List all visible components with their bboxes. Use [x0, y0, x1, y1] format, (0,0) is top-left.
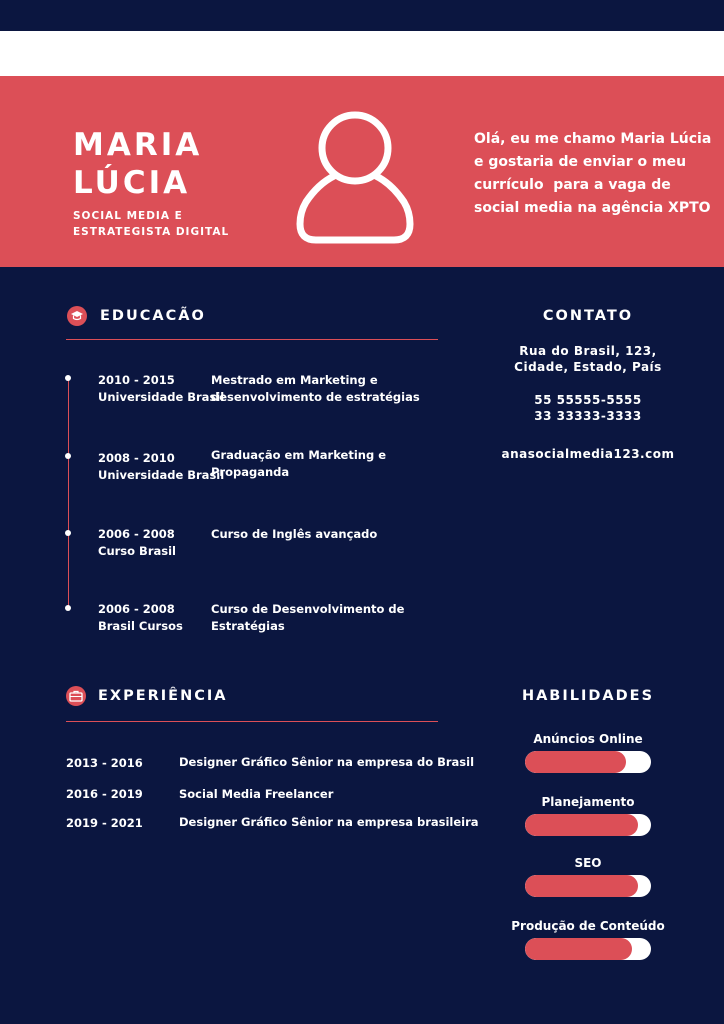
skill-label: SEO: [574, 856, 602, 870]
top-white-band: [0, 31, 724, 76]
education-years: 2008 - 2010: [98, 451, 175, 465]
address-line: Cidade, Estado, País: [514, 360, 662, 374]
skill-bar: [525, 751, 651, 773]
experience-description: Designer Gráfico Sênior na empresa do Brasil: [179, 755, 475, 769]
experience-years: 2019 - 2021: [66, 816, 143, 830]
experience-divider: [66, 721, 438, 722]
graduation-cap-icon: [67, 306, 87, 326]
contact-phones: [500, 392, 676, 424]
skills-title: HABILIDADES: [521, 688, 655, 704]
timeline-dot: [65, 530, 71, 536]
role-line: ESTRATEGISTA DIGITAL: [73, 226, 230, 238]
briefcase-icon: [66, 686, 86, 706]
timeline-dot: [65, 375, 71, 381]
person-name: [73, 126, 202, 202]
timeline-dot: [65, 453, 71, 459]
education-item-dates: [98, 450, 224, 484]
contact-title: CONTATO: [542, 308, 634, 324]
contact-website: anasocialmedia123.com: [501, 447, 675, 461]
contact-address: [500, 343, 676, 375]
education-item-course: [211, 447, 443, 481]
timeline-line: [68, 378, 69, 609]
phone-number: 55 55555-5555: [534, 393, 642, 407]
skill-label: Anúncios Online: [533, 732, 643, 746]
skill-bar: [525, 814, 651, 836]
name-first: MARIA: [73, 127, 203, 163]
skill-bar: [525, 938, 651, 960]
intro-line: social media na agência XPTO: [474, 200, 711, 216]
skill-label: Planejamento: [541, 795, 635, 809]
role-line: SOCIAL MEDIA E: [73, 210, 183, 222]
education-title: EDUCACÃO: [100, 308, 206, 324]
address-line: Rua do Brasil, 123,: [519, 344, 657, 358]
education-school: Brasil Cursos: [98, 619, 183, 633]
job-role: [73, 208, 229, 240]
skill-label: Produção de Conteúdo: [511, 919, 665, 933]
skill-bar-fill: [525, 814, 638, 836]
name-last: LÚCIA: [73, 165, 191, 201]
skill-bar: [525, 875, 651, 897]
experience-years: 2016 - 2019: [66, 787, 143, 801]
experience-years: 2013 - 2016: [66, 756, 143, 770]
user-avatar-icon: [296, 106, 414, 244]
phone-number: 33 33333-3333: [534, 409, 642, 423]
intro-line: e gostaria de enviar o meu: [474, 154, 687, 170]
education-school: Curso Brasil: [98, 544, 176, 558]
education-course: Curso de Desenvolvimento de Estratégias: [211, 602, 405, 633]
intro-line: currículo para a vaga de: [474, 177, 671, 193]
skill-bar-fill: [525, 751, 626, 773]
education-course: Curso de Inglês avançado: [211, 527, 378, 541]
education-years: 2010 - 2015: [98, 373, 175, 387]
education-course: Graduação em Marketing e Propaganda: [211, 448, 386, 479]
education-school: Universidade Brasil: [98, 468, 225, 482]
education-item-course: [211, 526, 443, 543]
education-course: desenvolvimento de estratégias: [211, 390, 420, 404]
education-item-course: [211, 601, 443, 635]
education-years: 2006 - 2008: [98, 602, 175, 616]
timeline-dot: [65, 605, 71, 611]
intro-line: Olá, eu me chamo Maria Lúcia: [474, 131, 712, 147]
education-years: 2006 - 2008: [98, 527, 175, 541]
education-item-dates: [98, 526, 176, 560]
education-item-dates: [98, 372, 224, 406]
intro-text: [474, 128, 714, 220]
education-course: Mestrado em Marketing e: [211, 373, 378, 387]
experience-description: Social Media Freelancer: [179, 787, 334, 801]
education-item-dates: [98, 601, 183, 635]
experience-title: EXPERIÊNCIA: [98, 688, 228, 704]
experience-description: Designer Gráfico Sênior na empresa brasileira: [179, 815, 479, 829]
skill-bar-fill: [525, 875, 638, 897]
education-school: Universidade Brasil: [98, 390, 225, 404]
skill-bar-fill: [525, 938, 632, 960]
education-item-course: [211, 372, 443, 406]
education-divider: [66, 339, 438, 340]
